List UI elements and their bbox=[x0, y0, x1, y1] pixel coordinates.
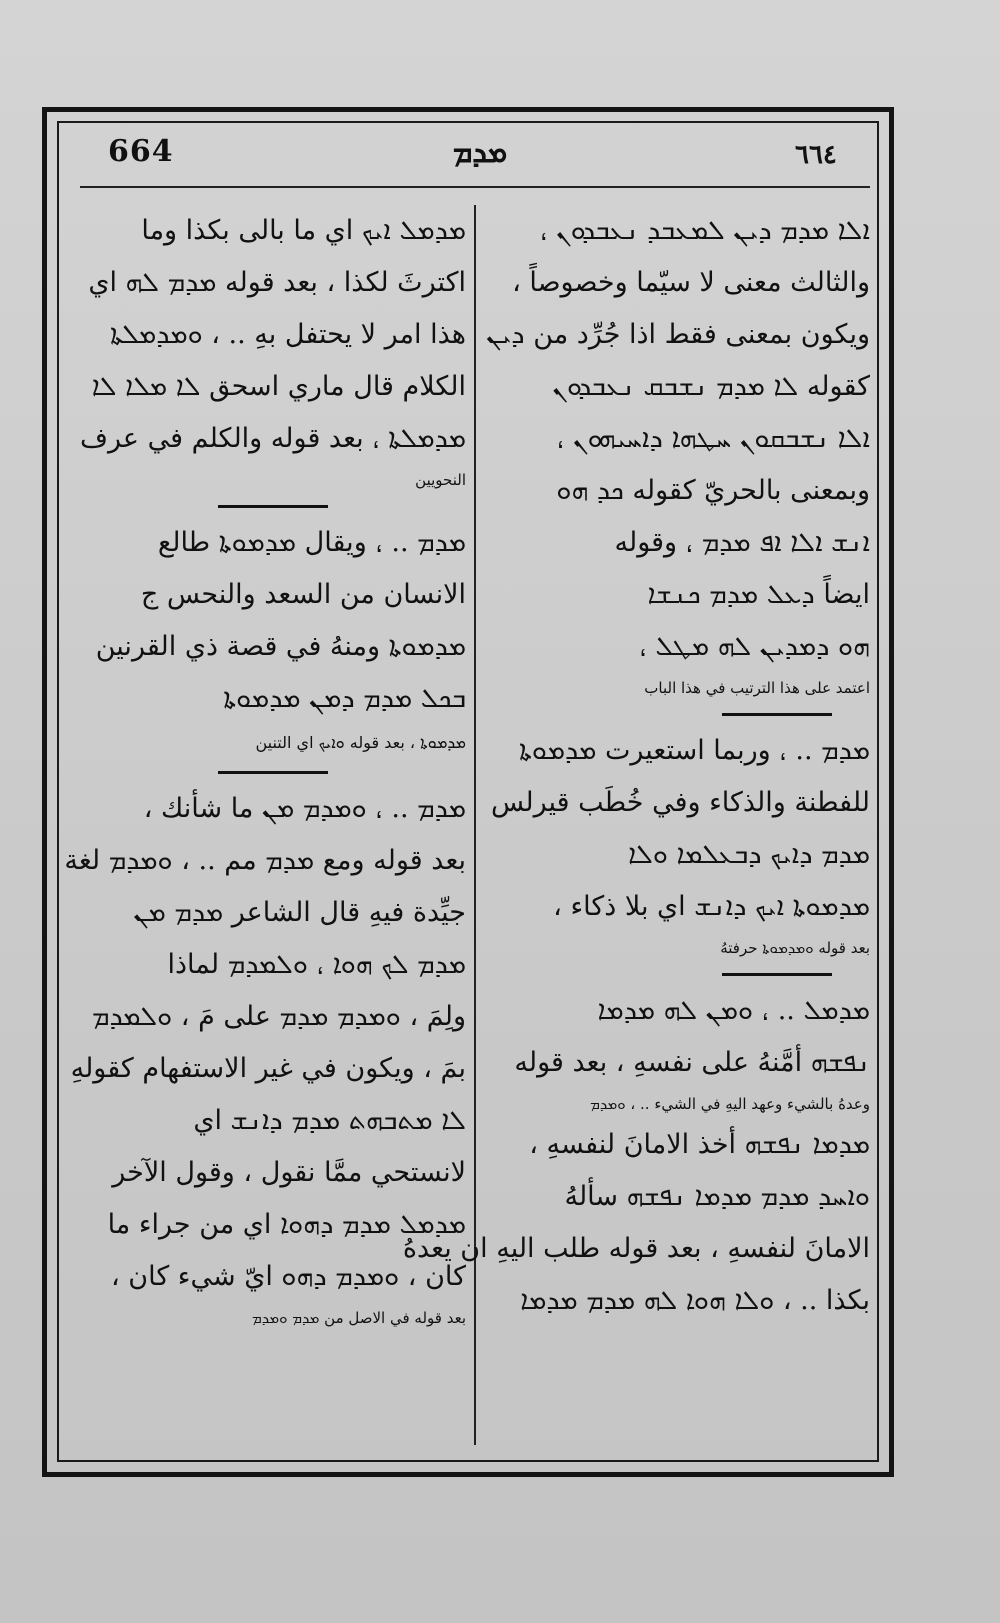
entry-separator bbox=[482, 703, 870, 725]
text-line: والثالث معنى لا سيّما وخصوصاً ، bbox=[512, 267, 870, 298]
text-line: ويكون بمعنى فقط اذا جُرِّد من ܕܝܢ bbox=[486, 319, 870, 350]
text-line: هذا امر لا يحتفل بهِ .. ، ܘܡܕܡܠܬܐ bbox=[109, 319, 466, 350]
text-line: وبمعنى بالحريّ كقوله ܟܕ ܗܘ bbox=[556, 475, 870, 506]
text-line: الامانَ لنفسهِ ، بعد قوله طلب اليهِ ان يعدهُ bbox=[402, 1233, 870, 1264]
text-line: ܡܕܡ .. ، وربما استعيرت ܡܕܡܘܬܐ bbox=[519, 735, 870, 766]
entry-title: ܡܕܡ bbox=[452, 135, 508, 170]
text-line: ܡܕܡ ܕܐܝܟ ܕܒܥܠܡܐ ܘܠܐ bbox=[628, 839, 870, 870]
entry-separator bbox=[482, 963, 870, 985]
text-line: اعتمد على هذا الترتيب في هذا الباب bbox=[644, 679, 870, 697]
text-line: ܡܕܡܠ ܡܕܡ ܕܗܘܐ اي من جراء ما bbox=[107, 1209, 466, 1240]
page-number-arabic: ٦٦٤ bbox=[795, 140, 837, 170]
text-line: ܡܕܡ .. ، ويقال ܡܕܡܘܬܐ طالع bbox=[157, 527, 466, 558]
text-line: ܢܦܫܗ أمَّنهُ على نفسهِ ، بعد قوله bbox=[514, 1047, 870, 1078]
text-line: ܡܕܡܘܬܐ ܐܝܟ ܕܐܢܫ اي بلا ذكاء ، bbox=[553, 891, 870, 922]
text-line: اكترثَ لكذا ، بعد قوله ܡܕܡ ܠܗ اي bbox=[88, 267, 466, 298]
text-line: بمَ ، ويكون في غير الاستفهام كقولهِ bbox=[70, 1053, 466, 1084]
header-rule bbox=[80, 186, 870, 188]
text-line: ܡܕܡܠ ܐܝܟ اي ما بالى بكذا وما bbox=[141, 215, 466, 246]
text-line: ܡܕܡܐ ܢܦܫܗ أخذ الامانَ لنفسهِ ، bbox=[529, 1129, 870, 1160]
page-number-latin: 664 bbox=[108, 134, 174, 169]
text-line: ܘܐܚܕ ܡܕܡ ܡܕܡܐ ܢܦܫܗ سألهُ bbox=[564, 1181, 870, 1212]
text-line: كقوله ܠܐ ܡܕܡ ܢܫܒܩ ܢܥܒܕܘܢ bbox=[552, 371, 870, 402]
text-line: وعدهُ بالشيء وعهد اليهِ في الشيء .. ، ܘܡܕܡ bbox=[590, 1095, 870, 1113]
text-line: للفطنة والذكاء وفي خُطَب قيرلس bbox=[490, 787, 870, 818]
text-line: ܡܕܡ ܠܟ ܗܘܐ ، ܘܠܡܕܡ لماذا bbox=[167, 949, 466, 980]
text-line: كان ، ܘܡܕܡ ܕܗܘ ايّ شيء كان ، bbox=[111, 1261, 466, 1292]
text-line: ܐܠܐ ܢܫܒܩܘܢ ܚܛܗܐ ܕܐܚܝܗܘܢ ، bbox=[556, 423, 870, 454]
text-line: لانستحي ممَّا نقول ، وقول الآخر bbox=[112, 1157, 466, 1188]
text-line: بعد قوله ܘܡܕܡܘܬܐ حرفتهُ bbox=[720, 939, 870, 957]
text-line: ܒܟܠ ܡܕܡ ܕܡܢ ܡܕܡܘܬܐ bbox=[223, 683, 466, 714]
text-line: ܗܘ ܕܡܕܝܢ ܠܗ ܡܛܠ ، bbox=[639, 631, 870, 662]
text-line: ܐܢܫ ܐܠܐ ܐܦ ܡܕܡ ، وقوله bbox=[614, 527, 870, 558]
text-line: ܠܐ ܡܬܒܗܬ ܡܕܡ ܕܐܢܫ اي bbox=[193, 1105, 466, 1136]
text-line: جيِّدة فيهِ قال الشاعر ܡܕܡ ܡܢ bbox=[133, 897, 466, 928]
text-line: ܡܕܡܠܬܐ ، بعد قوله والكلم في عرف bbox=[80, 423, 466, 454]
text-line: بعد قوله في الاصل من ܡܕܡ ܘܡܕܡ bbox=[251, 1309, 466, 1327]
text-line: ايضاً ܕܥܠ ܡܕܡ ܟܢܫܐ bbox=[647, 579, 870, 610]
text-line: ܐܠܐ ܡܕܡ ܕܝܢ ܠܡܥܒܕ ܢܥܒܕܘܢ ، bbox=[539, 215, 870, 246]
text-line: ܡܕܡܘܬܐ ، بعد قوله ܘܐܝܟ اي التنين bbox=[255, 733, 466, 752]
text-line: الانسان من السعد والنحس ج bbox=[140, 579, 466, 610]
left-column bbox=[64, 205, 466, 1333]
text-line: النحويين bbox=[415, 471, 466, 489]
entry-separator bbox=[78, 761, 466, 783]
text-line: ولِمَ ، ܘܡܕܡ ܡܕܡ على مَ ، ܘܠܡܕܡ bbox=[91, 1001, 466, 1032]
text-line: ܡܕܡܘܬܐ ومنهُ في قصة ذي القرنين bbox=[95, 631, 466, 662]
text-line: الكلام قال ماري اسحق ܠܐ ܡܠܐ ܠܐ bbox=[91, 371, 466, 402]
text-line: ܡܕܡ .. ، ܘܡܕܡ ܡܢ ما شأنك ، bbox=[143, 793, 466, 824]
text-line: بعد قوله ومع ܡܕܡ مم .. ، ܘܡܕܡ لغة bbox=[64, 845, 466, 876]
text-line: ܡܕܡܠ .. ، ܘܡܢ ܠܗ ܡܕܡܐ bbox=[597, 995, 870, 1026]
entry-separator bbox=[78, 495, 466, 517]
text-line: بكذا .. ، ܘܠܐ ܗܘܐ ܠܗ ܡܕܡ ܡܕܡܐ bbox=[520, 1285, 870, 1316]
